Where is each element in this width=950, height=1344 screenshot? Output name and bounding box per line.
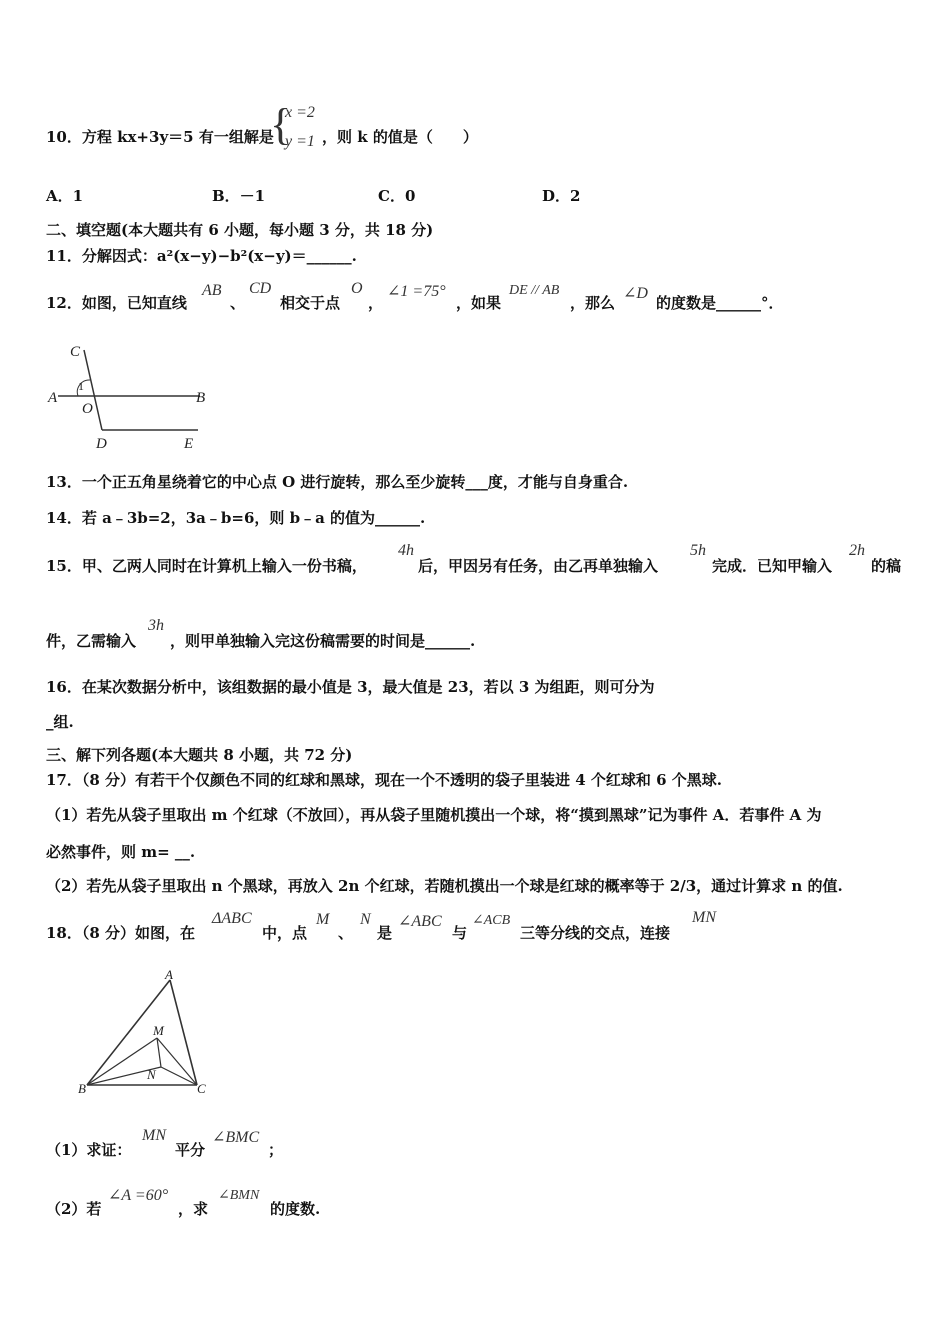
q17-stem: 17．（8 分）有若干个仅颜色不同的红球和黑球，现在一个不透明的袋子里装进 4 个红球和 6 个黑球. — [46, 771, 723, 789]
q11-text: 11．分解因式：a²(x−y)−b²(x−y)＝______. — [46, 247, 357, 265]
q15-text-5: 件，乙需输入 — [46, 632, 137, 650]
section3-heading: 三、解下列各题(本大题共 8 小题，共 72 分) — [46, 746, 353, 764]
q18-text-5: 与 — [452, 924, 468, 942]
q17-part1-b: 必然事件，则 m= __. — [46, 843, 196, 861]
q17-part1-a: （1）若先从袋子里取出 m 个红球（不放回），再从袋子里随机摸出一个球，将“摸到黑球”记为事件 A．若事件 A 为 — [46, 806, 822, 824]
q18-text-3: 、 — [338, 924, 354, 942]
q18-part1-math-bmc: ∠BMC — [212, 1129, 260, 1146]
line-cd — [84, 350, 102, 430]
q18-text-4: 是 — [377, 924, 393, 942]
q12-math-cd: CD — [249, 280, 272, 297]
q12-math-o: O — [351, 280, 363, 297]
q12-text-1: 12．如图，已知直线 — [46, 294, 187, 312]
q18-math-acb: ∠ACB — [472, 913, 511, 928]
q15-text-1: 15．甲、乙两人同时在计算机上输入一份书稿， — [46, 557, 367, 575]
q18-math-triangle: ΔABC — [212, 910, 252, 927]
label-m: M — [153, 1023, 164, 1038]
label-b: B — [78, 1081, 86, 1096]
q18-part2-text-1: （2）若 — [46, 1200, 102, 1218]
q16-line-1: 16．在某次数据分析中，该组数据的最小值是 3，最大值是 23，若以 3 为组距，则可分为 — [46, 678, 655, 696]
q18-math-m: M — [316, 911, 330, 928]
q15-math-5h: 5h — [690, 542, 706, 559]
q12-text-3: 相交于点 — [280, 294, 341, 312]
q12-text-6: ，那么 — [570, 294, 616, 312]
label-n: N — [147, 1067, 156, 1082]
q10-option-d: D．2 — [542, 187, 581, 205]
q15-text-3: 完成．已知甲输入 — [712, 557, 833, 575]
q10-sys-y: y =1 — [285, 133, 315, 150]
q12-text-5: ，如果 — [456, 294, 502, 312]
label-b: B — [196, 390, 206, 406]
q12-text-2: 、 — [230, 294, 246, 312]
q13-text: 13．一个正五角星绕着它的中心点 O 进行旋转，那么至少旋转___度，才能与自身重合. — [46, 473, 629, 491]
q12-text-7: 的度数是______°． — [656, 294, 784, 312]
q18-math-abc: ∠ABC — [398, 913, 442, 930]
q15-text-6: ，则甲单独输入完这份稿需要的时间是______. — [170, 632, 476, 650]
label-c: C — [197, 1081, 206, 1096]
label-d: D — [96, 436, 107, 452]
label-1: 1 — [78, 379, 84, 393]
q10-stem-tail: ，则 k 的值是（ ） — [322, 128, 478, 146]
label-c: C — [70, 344, 81, 360]
q15-text-2: 后，甲因另有任务，由乙再单独输入 — [418, 557, 659, 575]
q18-part1-text-1: （1）求证： — [46, 1141, 132, 1159]
q18-part2-math-a60: ∠A =60° — [108, 1187, 169, 1204]
section2-heading: 二、填空题(本大题共有 6 小题，每小题 3 分，共 18 分) — [46, 221, 434, 239]
q18-part2-math-bmn: ∠BMN — [218, 1188, 260, 1203]
q18-text-2: 中，点 — [262, 924, 308, 942]
system-brace: { — [270, 100, 292, 149]
q12-figure — [40, 338, 230, 458]
q15-math-3h: 3h — [148, 617, 164, 634]
q10-stem: 10．方程 kx+3y＝5 有一组解是 — [46, 128, 274, 146]
q12-text-4: ， — [368, 294, 384, 312]
q10-option-a: A．1 — [46, 187, 84, 205]
q18-part2-text-2: ，求 — [178, 1200, 209, 1218]
label-a: A — [48, 390, 58, 406]
cn — [161, 1067, 197, 1085]
q12-math-ab: AB — [202, 282, 222, 299]
q12-math-d: ∠D — [623, 285, 648, 302]
q18-part1-text-3: ； — [268, 1141, 284, 1159]
q17-part2: （2）若先从袋子里取出 n 个黑球，再放入 2n 个红球，若随机摸出一个球是红球的概率等于 2/3，通过计算求 n 的值. — [46, 877, 843, 895]
label-o: O — [82, 401, 93, 417]
q18-part1-math-mn: MN — [142, 1127, 166, 1144]
q12-math-parallel: DE // AB — [509, 283, 560, 298]
q18-part2-text-3: 的度数. — [270, 1200, 321, 1218]
q18-text-1: 18．（8 分）如图，在 — [46, 924, 196, 942]
q12-math-angle: ∠1 =75° — [387, 283, 446, 300]
q10-option-c: C．0 — [378, 187, 416, 205]
q10-sys-x: x =2 — [285, 104, 315, 121]
q15-math-4h: 4h — [398, 542, 414, 559]
q16-line-2: _组. — [46, 713, 74, 731]
label-e: E — [184, 436, 194, 452]
q18-math-mn: MN — [692, 909, 716, 926]
q15-text-4: 的稿 — [871, 557, 902, 575]
q18-math-n: N — [360, 911, 371, 928]
q18-part1-text-2: 平分 — [175, 1141, 206, 1159]
label-a: A — [165, 967, 173, 982]
q10-option-b: B．－1 — [212, 187, 266, 205]
q15-math-2h: 2h — [849, 542, 865, 559]
q18-figure — [75, 965, 215, 1100]
q18-text-6: 三等分线的交点，连接 — [520, 924, 671, 942]
q14-text: 14．若 a﹣3b=2，3a﹣b=6，则 b﹣a 的值为______. — [46, 509, 426, 527]
